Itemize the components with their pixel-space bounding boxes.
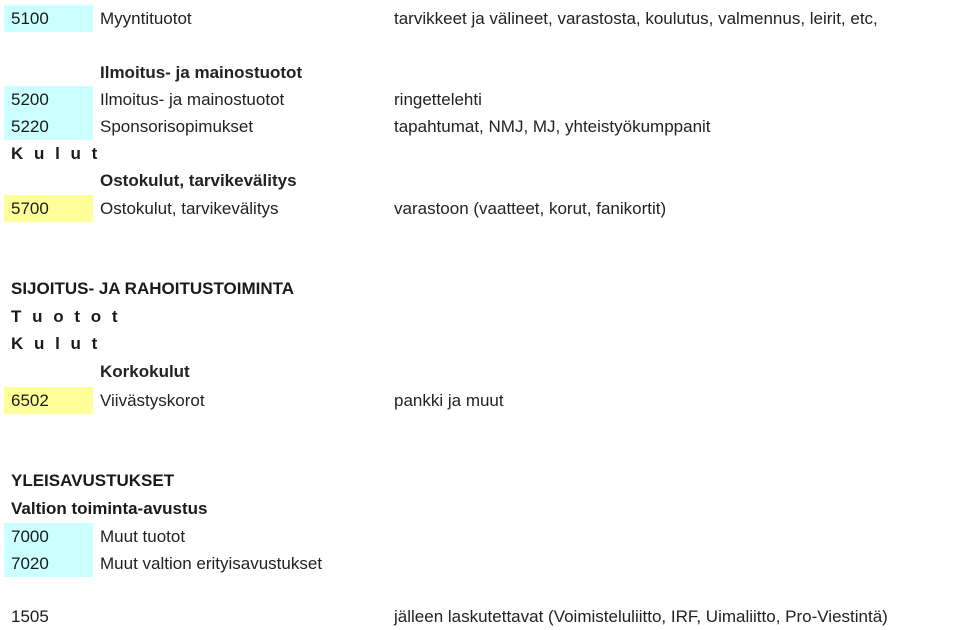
account-row-5220[interactable] [0, 113, 960, 140]
account-code: 5100 [4, 5, 93, 32]
section-header-row [0, 495, 960, 522]
account-code: 5200 [4, 86, 93, 113]
account-name: Myyntituotot [100, 9, 192, 28]
account-note: pankki ja muut [394, 391, 504, 410]
section-label: K u l u t [11, 334, 101, 353]
account-name: Sponsorisopimukset [100, 117, 254, 136]
group-header-row [0, 167, 960, 194]
account-code: 5700 [4, 195, 93, 222]
account-name: Ostokulut, tarvikevälitys [100, 199, 279, 218]
account-row-5100[interactable] [0, 5, 960, 32]
account-note: jälleen laskutettavat (Voimisteluliitto, IRF, Uimaliitto, Pro-Viestintä) [394, 607, 888, 626]
account-note: tapahtumat, NMJ, MJ, yhteistyökumppanit [394, 117, 711, 136]
account-name: Viivästyskorot [100, 391, 205, 410]
account-code: 7000 [4, 523, 93, 550]
account-row-5700[interactable] [0, 195, 960, 222]
group-header: Korkokulut [100, 362, 190, 381]
section-header: SIJOITUS- JA RAHOITUSTOIMINTA [11, 279, 295, 298]
account-row-7020[interactable] [0, 550, 960, 577]
section-header-row [0, 467, 960, 494]
account-code: 1505 [11, 607, 49, 626]
section-header: Valtion toiminta-avustus [11, 499, 208, 518]
section-label: T u o t o t [11, 307, 121, 326]
group-header: Ilmoitus- ja mainostuotot [100, 63, 303, 82]
group-header-row [0, 358, 960, 385]
account-code: 5220 [4, 113, 93, 140]
section-header-row [0, 275, 960, 302]
group-header: Ostokulut, tarvikevälitys [100, 171, 297, 190]
account-name: Ilmoitus- ja mainostuotot [100, 90, 285, 109]
account-row-7000[interactable] [0, 523, 960, 550]
account-code: 7020 [4, 550, 93, 577]
account-note: tarvikkeet ja välineet, varastosta, koulutus, valmennus, leirit, etc, [394, 9, 878, 28]
account-note: ringettelehti [394, 90, 482, 109]
account-row-6502[interactable] [0, 387, 960, 414]
section-label-row [0, 140, 960, 167]
account-row-5200[interactable] [0, 86, 960, 113]
account-name: Muut valtion erityisavustukset [100, 554, 323, 573]
account-name: Muut tuotot [100, 527, 186, 546]
section-label: K u l u t [11, 144, 101, 163]
section-header: YLEISAVUSTUKSET [11, 471, 175, 490]
account-code: 6502 [4, 387, 93, 414]
group-header-row [0, 59, 960, 86]
section-label-row [0, 330, 960, 357]
account-row-1505[interactable] [0, 603, 960, 630]
account-note: varastoon (vaatteet, korut, fanikortit) [394, 199, 667, 218]
section-label-row [0, 303, 960, 330]
